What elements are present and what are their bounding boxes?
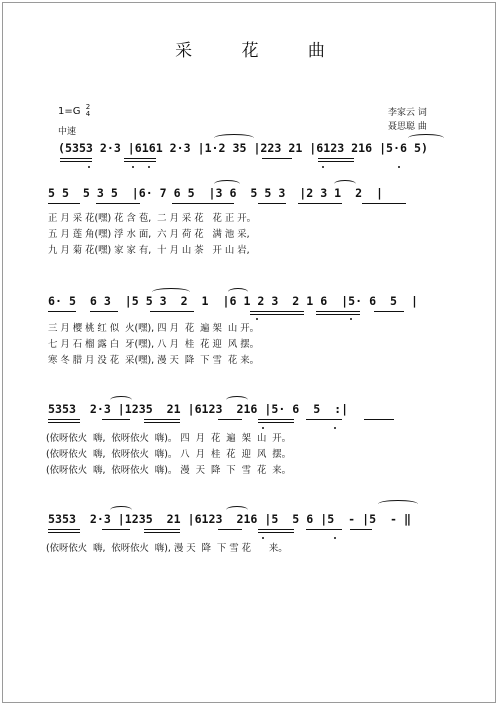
coda-notes: 5353 2·3 |1235 21 |6123 216 |5 5 6 |5 - |5 - ‖ <box>48 512 411 526</box>
slur-mark <box>226 506 248 514</box>
octave-dot <box>334 427 336 429</box>
tempo-marking: 中速 <box>58 127 77 137</box>
beam-line <box>258 532 294 533</box>
slur-mark <box>152 288 190 296</box>
octave-dot <box>148 166 150 168</box>
beam-line <box>298 203 342 204</box>
beam-line <box>144 532 180 533</box>
octave-dot <box>132 166 134 168</box>
beam-line <box>318 158 354 159</box>
beam-line <box>124 161 156 162</box>
octave-dot <box>262 427 264 429</box>
slur-mark <box>110 506 132 514</box>
beam-line <box>316 311 360 312</box>
beam-line <box>374 311 404 312</box>
composer: 聂思聪 曲 <box>388 122 427 132</box>
song-title: 采 花 曲 <box>175 41 347 61</box>
chorus-lyric-2: (依呀依火 嗨, 依呀依火 嗨)。 八 月 桂 花 迎 风 摆。 <box>46 449 292 460</box>
beam-line <box>258 422 294 423</box>
beam-line <box>48 311 76 312</box>
lyricist: 李家云 词 <box>388 108 427 118</box>
beam-line <box>96 203 140 204</box>
beam-line <box>258 203 286 204</box>
beam-line <box>102 529 130 530</box>
verse-b-lyric-3: 寒 冬 腊 月 没 花 采(嘿), 漫 天 降 下 雪 花 来。 <box>48 355 259 366</box>
coda-lyric-1: (依呀依火 嗨, 依呀依火 嗨), 漫 天 降 下 雪 花 来。 <box>46 543 288 554</box>
beam-line <box>364 419 394 420</box>
octave-dot <box>334 537 336 539</box>
slur-mark <box>408 134 444 142</box>
slur-mark <box>110 396 132 404</box>
beam-line <box>316 314 360 315</box>
beam-line <box>250 314 304 315</box>
time-signature: 2 4 <box>85 103 91 118</box>
beam-line <box>48 419 80 420</box>
tie-mark <box>378 500 418 508</box>
beam-line <box>102 419 130 420</box>
chorus-lyric-1: (依呀依火 嗨, 依呀依火 嗨)。 四 月 花 遍 架 山 开。 <box>46 433 292 444</box>
octave-dot <box>350 318 352 320</box>
credits <box>388 106 427 134</box>
key-signature <box>58 104 90 118</box>
octave-dot <box>262 537 264 539</box>
beam-line <box>318 161 354 162</box>
verse-b-lyric-2: 七 月 石 榴 露 白 牙(嘿), 八 月 桂 花 迎 风 摆。 <box>48 339 259 350</box>
beam-line <box>150 311 194 312</box>
beam-line <box>218 529 242 530</box>
intro-notes: (5353 2·3 |6161 2·3 |1·2 35 |223 21 |6123 216 |5·6 5) <box>58 141 428 155</box>
beam-line <box>144 422 180 423</box>
verse-a-lyric-2: 五 月 莲 角(嘿) 浮 水 面, 六 月 荷 花 满 池 采, <box>48 229 250 240</box>
beam-line <box>60 161 92 162</box>
verse-b-lyric-1: 三 月 樱 桃 红 似 火(嘿), 四 月 花 遍 架 山 开。 <box>48 323 259 334</box>
beam-line <box>60 158 92 159</box>
beam-line <box>48 203 80 204</box>
octave-dot <box>256 318 258 320</box>
chorus-lyric-3: (依呀依火 嗨, 依呀依火 嗨)。 漫 天 降 下 雪 花 来。 <box>46 465 292 476</box>
slur-mark <box>214 134 254 142</box>
beam-line <box>306 419 342 420</box>
slur-mark <box>214 180 240 188</box>
octave-dot <box>88 166 90 168</box>
beam-line <box>48 532 80 533</box>
beam-line <box>48 529 80 530</box>
slur-mark <box>228 288 248 296</box>
beam-line <box>144 419 180 420</box>
beam-line <box>218 419 242 420</box>
key-label: 1=G <box>58 106 81 117</box>
beam-line <box>90 311 118 312</box>
slur-mark <box>226 396 248 404</box>
chorus-notes: 5353 2·3 |1235 21 |6123 216 |5· 6 5 :| <box>48 402 349 416</box>
slur-mark <box>334 180 356 188</box>
beam-line <box>262 158 292 159</box>
verse-a-notes: 5 5 5 3 5 |6· 7 6 5 |3 6 5 5 3 |2 3 1 2 | <box>48 186 384 200</box>
octave-dot <box>398 166 400 168</box>
beam-line <box>362 203 406 204</box>
beam-line <box>258 529 294 530</box>
beam-line <box>172 203 234 204</box>
verse-a-lyric-1: 正 月 采 花(嘿) 花 含 苞, 二 月 采 花 花 正 开。 <box>48 213 256 224</box>
beam-line <box>306 529 342 530</box>
beam-line <box>124 158 156 159</box>
octave-dot <box>322 166 324 168</box>
beam-line <box>48 422 80 423</box>
beam-line <box>250 311 304 312</box>
verse-b-notes: 6· 5 6 3 |5 5 3 2 1 |6 1 2 3 2 1 6 |5· 6 5 | <box>48 294 418 308</box>
beam-line <box>258 419 294 420</box>
verse-a-lyric-3: 九 月 菊 花(嘿) 家 家 有, 十 月 山 茶 开 山 岩, <box>48 245 250 256</box>
beam-line <box>350 529 372 530</box>
beam-line <box>144 529 180 530</box>
